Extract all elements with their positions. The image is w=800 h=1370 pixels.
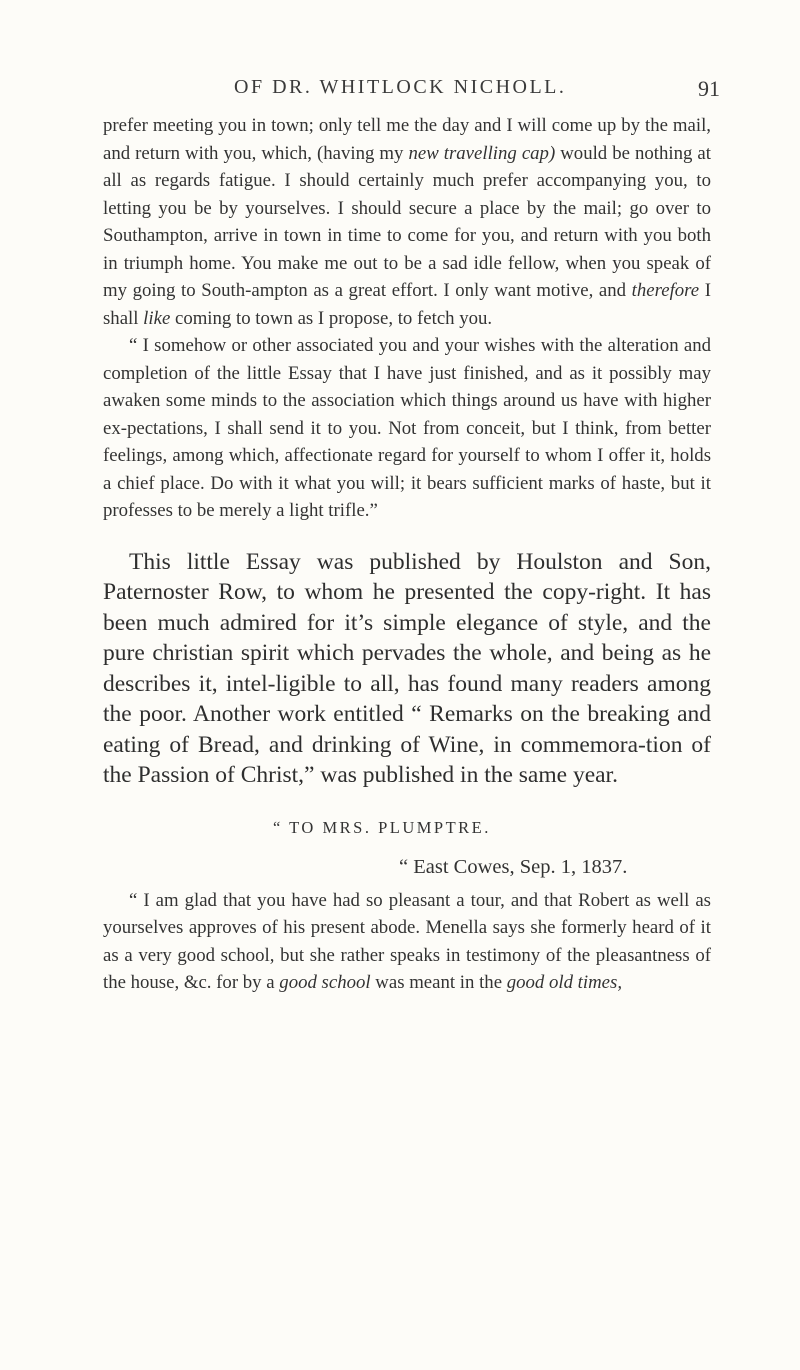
letter2-p1-italic-good-school: good school [279,972,371,993]
letter-paragraph-2: “ I somehow or other associated you and your wishes with the alteration and completion of the little Essay that I have just finished, and as it possibly may awaken some minds to the association which things around us have with higher ex-pectations, I shall send it to you. Not from conceit, but I think, from better feelings, among which, affectionate regard for yourself to whom I offer it, holds a chief place. Do with it what you will; it bears sufficient marks of haste, but it professes to be merely a light trifle.” [103,335,711,521]
letter-p1-text-g: coming to town as I propose, to fetch you. [170,307,493,329]
letter-dateline: “ East Cowes, Sep. 1, 1837. [399,855,628,878]
running-head [0,76,800,106]
letter-p1-text-c: would be nothing at all as regards fatigue. I should certainly much prefer accompanying you, to letting you be by yourselves. I should secure a place by the mail; go over to Southampton, arrive in town in time to come for you, and return with you both in triumph home. You make me out to be a sad idle fellow, when you speak of my going to South-ampton as a great effort. I only want motive, and [103,142,711,301]
letter2-p1-text-c: was meant in the [370,972,507,993]
letter-p1-italic-therefore: therefore [631,280,700,301]
letter-p1-italic-cap: new travelling cap) [408,142,556,164]
body-text [103,112,711,997]
letter-paragraph-1 [103,112,711,332]
letter2-p1-text-a: “ I am glad that you have had so pleasant a tour, and that Robert as well as yourselves approves of his present abode. Menella says she formerly heard of it as a very good school, but she rather speaks in testimony of the pleasantness of the house, &c. for by a [103,889,711,993]
letter2-p1-italic-good-old-times: good old times, [506,972,623,993]
narrative-section [103,547,711,791]
running-head-title: OF DR. WHITLOCK NICHOLL. [234,76,567,98]
letter2-paragraph-1 [103,887,711,997]
letter-continuation [103,112,711,525]
letter-to-mrs-plumptre [103,887,711,997]
letter-p1-text-e: I shall [103,280,712,329]
letter-p1-text-a: prefer meeting you in town; only tell me the day and I will come up by the mail, and return with you, which, (having my [103,115,711,164]
page-number: 91 [698,76,720,101]
letter-p1-italic-like: like [143,307,171,329]
letter-recipient-heading: “ TO MRS. PLUMPTRE. [273,817,491,837]
narrative-paragraph: This little Essay was published by Houlston and Son, Paternoster Row, to whom he presented the copy-right. It has been much admired for it’s simple elegance of style, and the pure christian spirit which pervades the whole, and being as he describes it, intel-ligible to all, has found many readers among the poor. Another work entitled “ Remarks on the breaking and eating of Bread, and drinking of Wine, in commemora-tion of the Passion of Christ,” was published in the same year. [103,548,711,788]
